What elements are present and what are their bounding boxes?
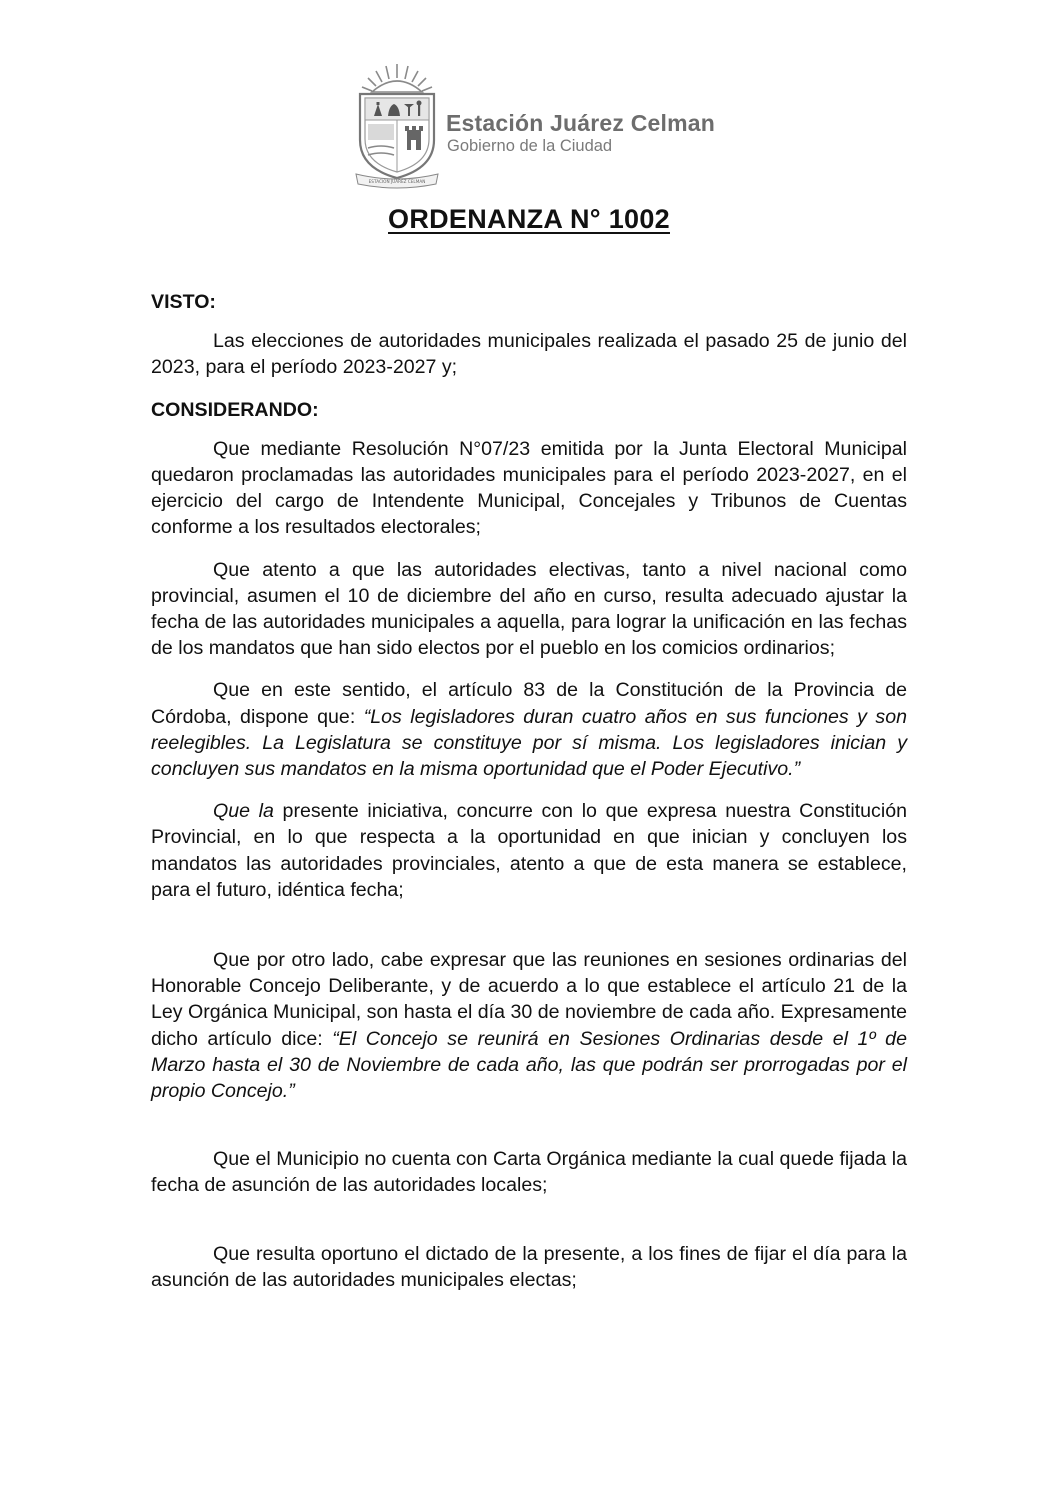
municipal-header <box>352 60 716 192</box>
municipal-crest-icon <box>352 60 442 190</box>
municipality-subtitle: Gobierno de la Ciudad <box>447 137 613 155</box>
ordinance-body <box>151 289 907 1293</box>
visto-heading: VISTO: <box>151 291 216 313</box>
paragraph-3-lead: Que en este sentido, el artículo 83 de la Constitución de la Provincia de Córdoba, dispone que: <box>151 679 907 728</box>
considerando-heading: CONSIDERANDO: <box>151 398 319 421</box>
considerando-paragraph-3 <box>151 677 907 782</box>
ordinance-title: ORDENANZA N° 1002 <box>388 204 670 234</box>
considerando-paragraph-5 <box>151 947 907 1104</box>
paragraph-4-rest: presente iniciativa, concurre con lo que expresa nuestra Constitución Provincial, en lo que respecta a la oportunidad en que inician y concluyen los mandatos las autoridades provinciales, atento a que de esta manera se establece, para el futuro, idéntica fecha; <box>151 800 908 901</box>
considerando-paragraph-1: Que mediante Resolución N°07/23 emitida por la Junta Electoral Municipal quedaron proclamadas las autoridades municipales para el período 2023-2027, en el ejercicio del cargo de Intendente Municipal, Concejales y Tribunos de Cuentas conforme a los resultados electorales; <box>151 437 907 539</box>
constitution-quote: “Los legisladores duran cuatro años en sus funciones y son reelegibles. La Legislatura se constituye por sí misma. Los legisladores inician y concluyen sus mandatos en la misma oportunidad que el Poder Ejecutivo.” <box>151 705 907 781</box>
municipality-name: Estación Juárez Celman <box>446 110 716 136</box>
considerando-paragraph-6: Que el Municipio no cuenta con Carta Orgánica mediante la cual quede fijada la fecha de asunción de las autoridades locales; <box>151 1148 907 1197</box>
considerando-paragraph-2: Que atento a que las autoridades electivas, tanto a nivel nacional como provincial, asumen el 10 de diciembre del año en curso, resulta adecuado ajustar la fecha de las autoridades municipales a aquella, para lograr la unificación en las fechas de los mandatos que han sido electos por el pueblo en los comicios ordinarios; <box>151 558 907 660</box>
considerando-paragraph-4 <box>151 798 907 903</box>
paragraph-4-lead: Que la <box>213 800 274 823</box>
organic-law-quote: “El Concejo se reunirá en Sesiones Ordinarias desde el 1º de Marzo hasta el 30 de Noviembre de cada año, las que podrán ser prorrogadas por el propio Concejo.” <box>151 1027 907 1103</box>
visto-paragraph: Las elecciones de autoridades municipales realizada el pasado 25 de junio del 2023, para el período 2023-2027 y; <box>151 330 907 379</box>
considerando-paragraph-7: Que resulta oportuno el dictado de la presente, a los fines de fijar el día para la asunción de las autoridades municipales electas; <box>151 1242 907 1291</box>
paragraph-5-lead: Que por otro lado, cabe expresar que las reuniones en sesiones ordinarias del Honorable Concejo Deliberante, y de acuerdo a lo que establece el artículo 21 de la Ley Orgánica Municipal, son hasta el día 30 de noviembre de cada año. Expresamente dicho artículo dice: <box>151 949 907 1050</box>
crest-ribbon-text: ESTACION JUAREZ CELMAN <box>368 179 426 184</box>
